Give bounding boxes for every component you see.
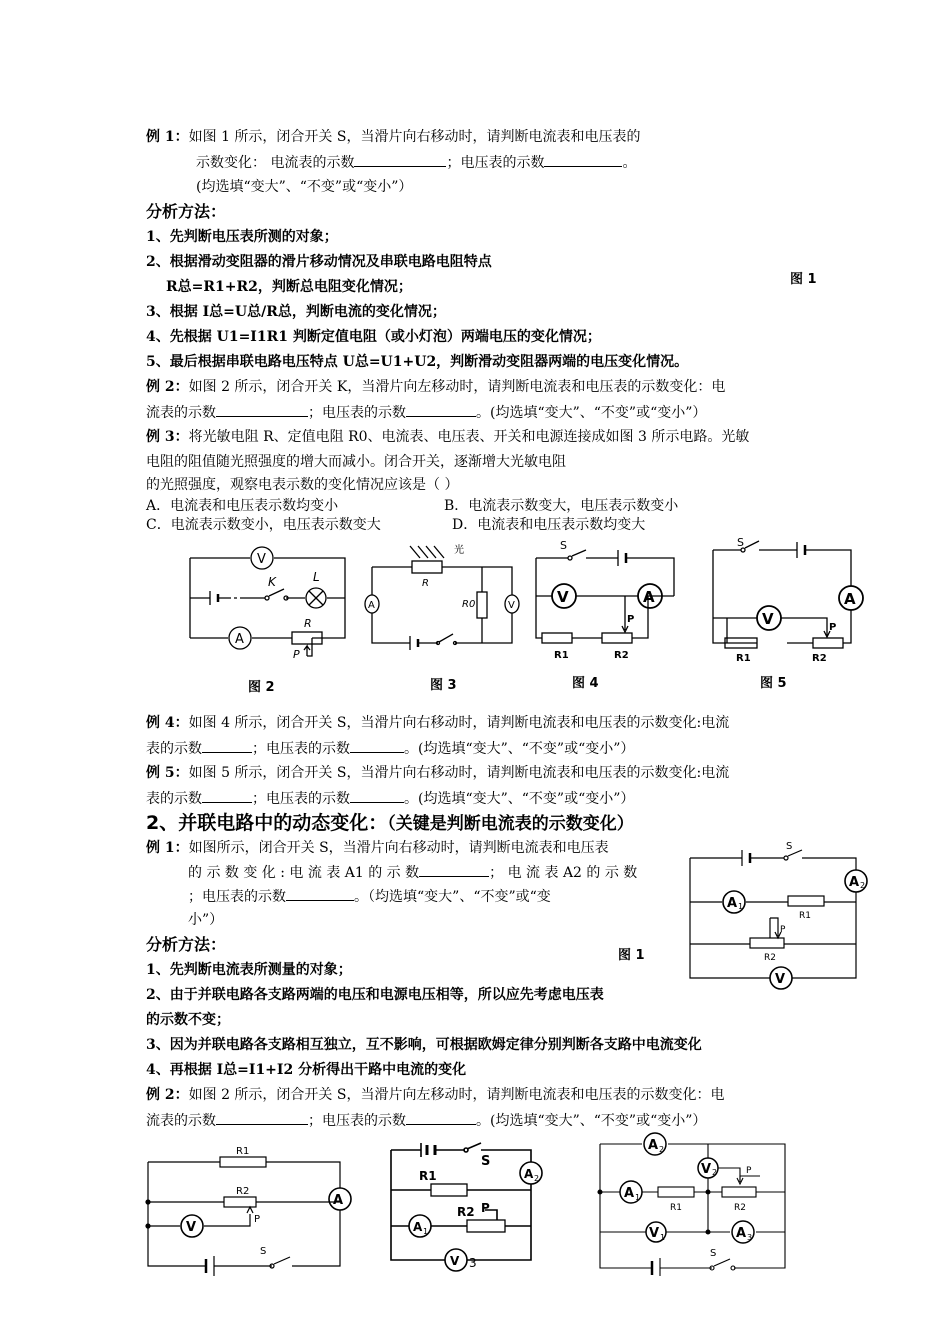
svg-text:R2: R2 bbox=[457, 1205, 475, 1219]
svg-text:R1: R1 bbox=[799, 911, 811, 921]
step-1: 1、先判断电压表所测的对象； bbox=[146, 229, 338, 245]
svg-text:S: S bbox=[786, 841, 793, 852]
svg-text:V: V bbox=[186, 1220, 197, 1235]
svg-text:S: S bbox=[260, 1246, 267, 1257]
svg-text:1: 1 bbox=[423, 1227, 429, 1236]
ammeter-label: A bbox=[235, 632, 244, 647]
page-number: 3 bbox=[469, 1256, 477, 1270]
svg-text:2: 2 bbox=[534, 1174, 540, 1183]
svg-text:2: 2 bbox=[659, 1145, 665, 1154]
svg-text:P: P bbox=[780, 925, 786, 935]
answer-blank[interactable] bbox=[286, 886, 354, 901]
svg-text:光: 光 bbox=[454, 545, 464, 556]
svg-text:R: R bbox=[422, 578, 429, 589]
option-c: C．电流表示数变小，电压表示数变大 bbox=[146, 517, 381, 533]
method-title: 分析方法： bbox=[146, 202, 227, 221]
svg-text:P: P bbox=[254, 1214, 261, 1225]
step-3: 3、根据 I总=U总/R总，判断电流的变化情况； bbox=[146, 304, 446, 320]
svg-text:V: V bbox=[557, 588, 569, 606]
s2-method-title: 分析方法： bbox=[146, 935, 227, 954]
answer-blank[interactable] bbox=[406, 1110, 476, 1125]
option-b: B．电流表示数变大，电压表示数变小 bbox=[444, 498, 679, 514]
step-2: 2、根据滑动变阻器的滑片移动情况及串联电路电阻特点 bbox=[146, 254, 492, 270]
svg-text:A: A bbox=[849, 875, 860, 890]
voltmeter-label: V bbox=[257, 552, 266, 567]
svg-text:P: P bbox=[829, 622, 837, 633]
svg-text:R2: R2 bbox=[764, 953, 776, 963]
svg-text:V: V bbox=[649, 1226, 660, 1241]
fig2-label: 图 2 bbox=[248, 680, 275, 695]
step-4: 4、先根据 U1=I1R1 判断定值电阻（或小灯泡）两端电压的变化情况； bbox=[146, 329, 601, 345]
answer-blank[interactable] bbox=[202, 788, 252, 803]
svg-text:A: A bbox=[368, 600, 375, 611]
svg-text:A: A bbox=[524, 1167, 534, 1181]
svg-text:P: P bbox=[293, 648, 300, 661]
answer-blank[interactable] bbox=[350, 738, 404, 753]
svg-text:A: A bbox=[736, 1226, 747, 1241]
svg-text:V: V bbox=[508, 600, 515, 611]
ex4-line1: 例 4：如图 4 所示，闭合开关 S，当滑片向右移动时，请判断电流表和电压表的示数变化:电流 bbox=[146, 715, 730, 731]
svg-text:A: A bbox=[643, 588, 655, 606]
svg-text:2: 2 bbox=[712, 1168, 718, 1177]
svg-text:1: 1 bbox=[635, 1193, 641, 1202]
s2-fig1-label: 图 1 bbox=[618, 948, 645, 963]
svg-text:1: 1 bbox=[738, 902, 744, 911]
svg-text:A: A bbox=[727, 896, 738, 911]
svg-text:A: A bbox=[844, 590, 856, 608]
svg-text:K: K bbox=[268, 575, 276, 589]
s2-figure-2c-circuit bbox=[590, 1130, 790, 1276]
ex3-line3: 的光照强度，观察电表示数的变化情况应该是（ ） bbox=[146, 477, 459, 493]
svg-text:V: V bbox=[701, 1162, 712, 1177]
s2-ex1-line1: 例 1：如图所示，闭合开关 S，当滑片向右移动时，请判断电流表和电压表 bbox=[146, 840, 609, 856]
ex5-line1: 例 5：如图 5 所示，闭合开关 S，当滑片向右移动时，请判断电流表和电压表的示数变化:电流 bbox=[146, 765, 730, 781]
answer-blank[interactable] bbox=[419, 862, 489, 877]
svg-text:R1: R1 bbox=[670, 1203, 682, 1213]
svg-text:V: V bbox=[450, 1254, 460, 1268]
svg-text:3: 3 bbox=[747, 1233, 753, 1242]
s2-figure-2b-circuit bbox=[385, 1140, 550, 1275]
ex1-line3: (均选填“变大”、“不变”或“变小”） bbox=[196, 179, 413, 195]
svg-text:S: S bbox=[710, 1248, 717, 1259]
svg-text:P: P bbox=[481, 1201, 490, 1215]
s2-step-4: 4、再根据 I总=I1+I2 分析得出干路中电流的变化 bbox=[146, 1062, 467, 1078]
svg-text:R1: R1 bbox=[554, 650, 569, 661]
figure-4-circuit bbox=[528, 538, 678, 666]
svg-text:S: S bbox=[481, 1154, 491, 1169]
svg-text:V: V bbox=[775, 972, 786, 987]
s2-step-3: 3、因为并联电路各支路相互独立，互不影响，可根据欧姆定律分别判断各支路中电流变化 bbox=[146, 1037, 702, 1053]
ex1-label: 例 1： bbox=[146, 129, 189, 145]
s2-ex2-line2: 流表的示数 ；电压表的示数 。(均选填“变大”、“不变”或“变小”） bbox=[146, 1110, 706, 1131]
svg-text:P: P bbox=[627, 614, 635, 625]
ex4-line2: 表的示数 ；电压表的示数 。(均选填“变大”、“不变”或“变小”） bbox=[146, 738, 634, 759]
s2-figure-2a-circuit bbox=[140, 1140, 355, 1280]
svg-text:L: L bbox=[313, 570, 320, 584]
fig1-label: 图 1 bbox=[790, 272, 817, 287]
s2-figure-1-circuit bbox=[684, 838, 870, 990]
ex2-line1: 例 2：如图 2 所示，闭合开关 K，当滑片向左移动时，请判断电流表和电压表的示数变化：电 bbox=[146, 379, 726, 395]
option-a: A．电流表和电压表示数均变小 bbox=[146, 498, 339, 514]
ex3-line2: 电阻的阻值随光照强度的增大而减小。闭合开关，逐渐增大光敏电阻 bbox=[146, 454, 566, 470]
svg-text:A: A bbox=[624, 1186, 635, 1201]
ex3-line1: 例 3：将光敏电阻 R、定值电阻 R0、电流表、电压表、开关和电源连接成如图 3 所示电路。光敏 bbox=[146, 429, 750, 445]
section-2-heading: 2、并联电路中的动态变化：（关键是判断电流表的示数变化） bbox=[146, 812, 634, 834]
ex1-line1: 例 1：如图 1 所示，闭合开关 S，当滑片向右移动时，请判断电流表和电压表的 bbox=[146, 129, 641, 145]
svg-text:A: A bbox=[413, 1220, 423, 1234]
s2-ex2-line1: 例 2：如图 2 所示，闭合开关 S，当滑片向左移动时，请判断电流表和电压表的示数变化：电 bbox=[146, 1087, 725, 1103]
svg-text:R0: R0 bbox=[462, 599, 476, 610]
answer-blank[interactable] bbox=[350, 788, 404, 803]
step-2b: R总=R1+R2，判断总电阻变化情况； bbox=[166, 279, 412, 295]
answer-blank[interactable] bbox=[216, 1110, 308, 1125]
svg-text:V: V bbox=[762, 610, 774, 628]
ex5-line2: 表的示数 ；电压表的示数 。(均选填“变大”、“不变”或“变小”） bbox=[146, 788, 634, 809]
svg-text:A: A bbox=[648, 1138, 659, 1153]
s2-ex1-line4: 小”） bbox=[188, 912, 224, 928]
s2-step-1: 1、先判断电流表所测量的对象； bbox=[146, 962, 352, 978]
svg-text:S: S bbox=[560, 539, 567, 552]
figure-3-circuit bbox=[360, 540, 525, 655]
fig4-label: 图 4 bbox=[572, 676, 599, 691]
s2-ex1-line2: 的 示 数 变 化 : 电 流 表 A1 的 示 数 ； 电 流 表 A2 的 示 数 bbox=[188, 862, 637, 883]
ex2-line2: 流表的示数 ；电压表的示数 。(均选填“变大”、“不变”或“变小”） bbox=[146, 402, 706, 423]
svg-text:R2: R2 bbox=[614, 650, 629, 661]
svg-text:R: R bbox=[304, 617, 312, 630]
svg-text:A: A bbox=[333, 1193, 344, 1208]
svg-text:R1: R1 bbox=[736, 653, 751, 664]
fig5-label: 图 5 bbox=[760, 676, 787, 691]
svg-text:R2: R2 bbox=[236, 1186, 250, 1197]
svg-text:1: 1 bbox=[660, 1233, 666, 1242]
step-5: 5、最后根据串联电路电压特点 U总=U1+U2，判断滑动变阻器两端的电压变化情况。 bbox=[146, 354, 689, 370]
answer-blank[interactable] bbox=[202, 738, 252, 753]
svg-text:2: 2 bbox=[860, 881, 866, 890]
answer-blank[interactable] bbox=[406, 402, 476, 417]
svg-text:S: S bbox=[737, 538, 744, 549]
answer-blank[interactable] bbox=[544, 152, 622, 167]
s2-step-2: 2、由于并联电路各支路两端的电压和电源电压相等，所以应先考虑电压表 bbox=[146, 987, 604, 1003]
answer-blank[interactable] bbox=[216, 402, 308, 417]
figure-5-circuit bbox=[705, 538, 865, 666]
s2-step-2b: 的示数不变； bbox=[146, 1012, 230, 1028]
svg-text:P: P bbox=[746, 1166, 752, 1176]
svg-text:R1: R1 bbox=[236, 1146, 250, 1157]
s2-ex1-line3: ；电压表的示数 。（均选填“变大”、“不变”或“变 bbox=[188, 886, 551, 907]
svg-text:R1: R1 bbox=[419, 1169, 437, 1183]
svg-text:R2: R2 bbox=[812, 653, 827, 664]
ex1-line2: 示数变化： 电流表的示数 ；电压表的示数 。 bbox=[196, 152, 636, 173]
figure-2-circuit bbox=[180, 538, 355, 663]
option-d: D．电流表和电压表示数均变大 bbox=[452, 517, 646, 533]
svg-text:R2: R2 bbox=[734, 1203, 746, 1213]
answer-blank[interactable] bbox=[354, 152, 446, 167]
fig3-label: 图 3 bbox=[430, 678, 457, 693]
